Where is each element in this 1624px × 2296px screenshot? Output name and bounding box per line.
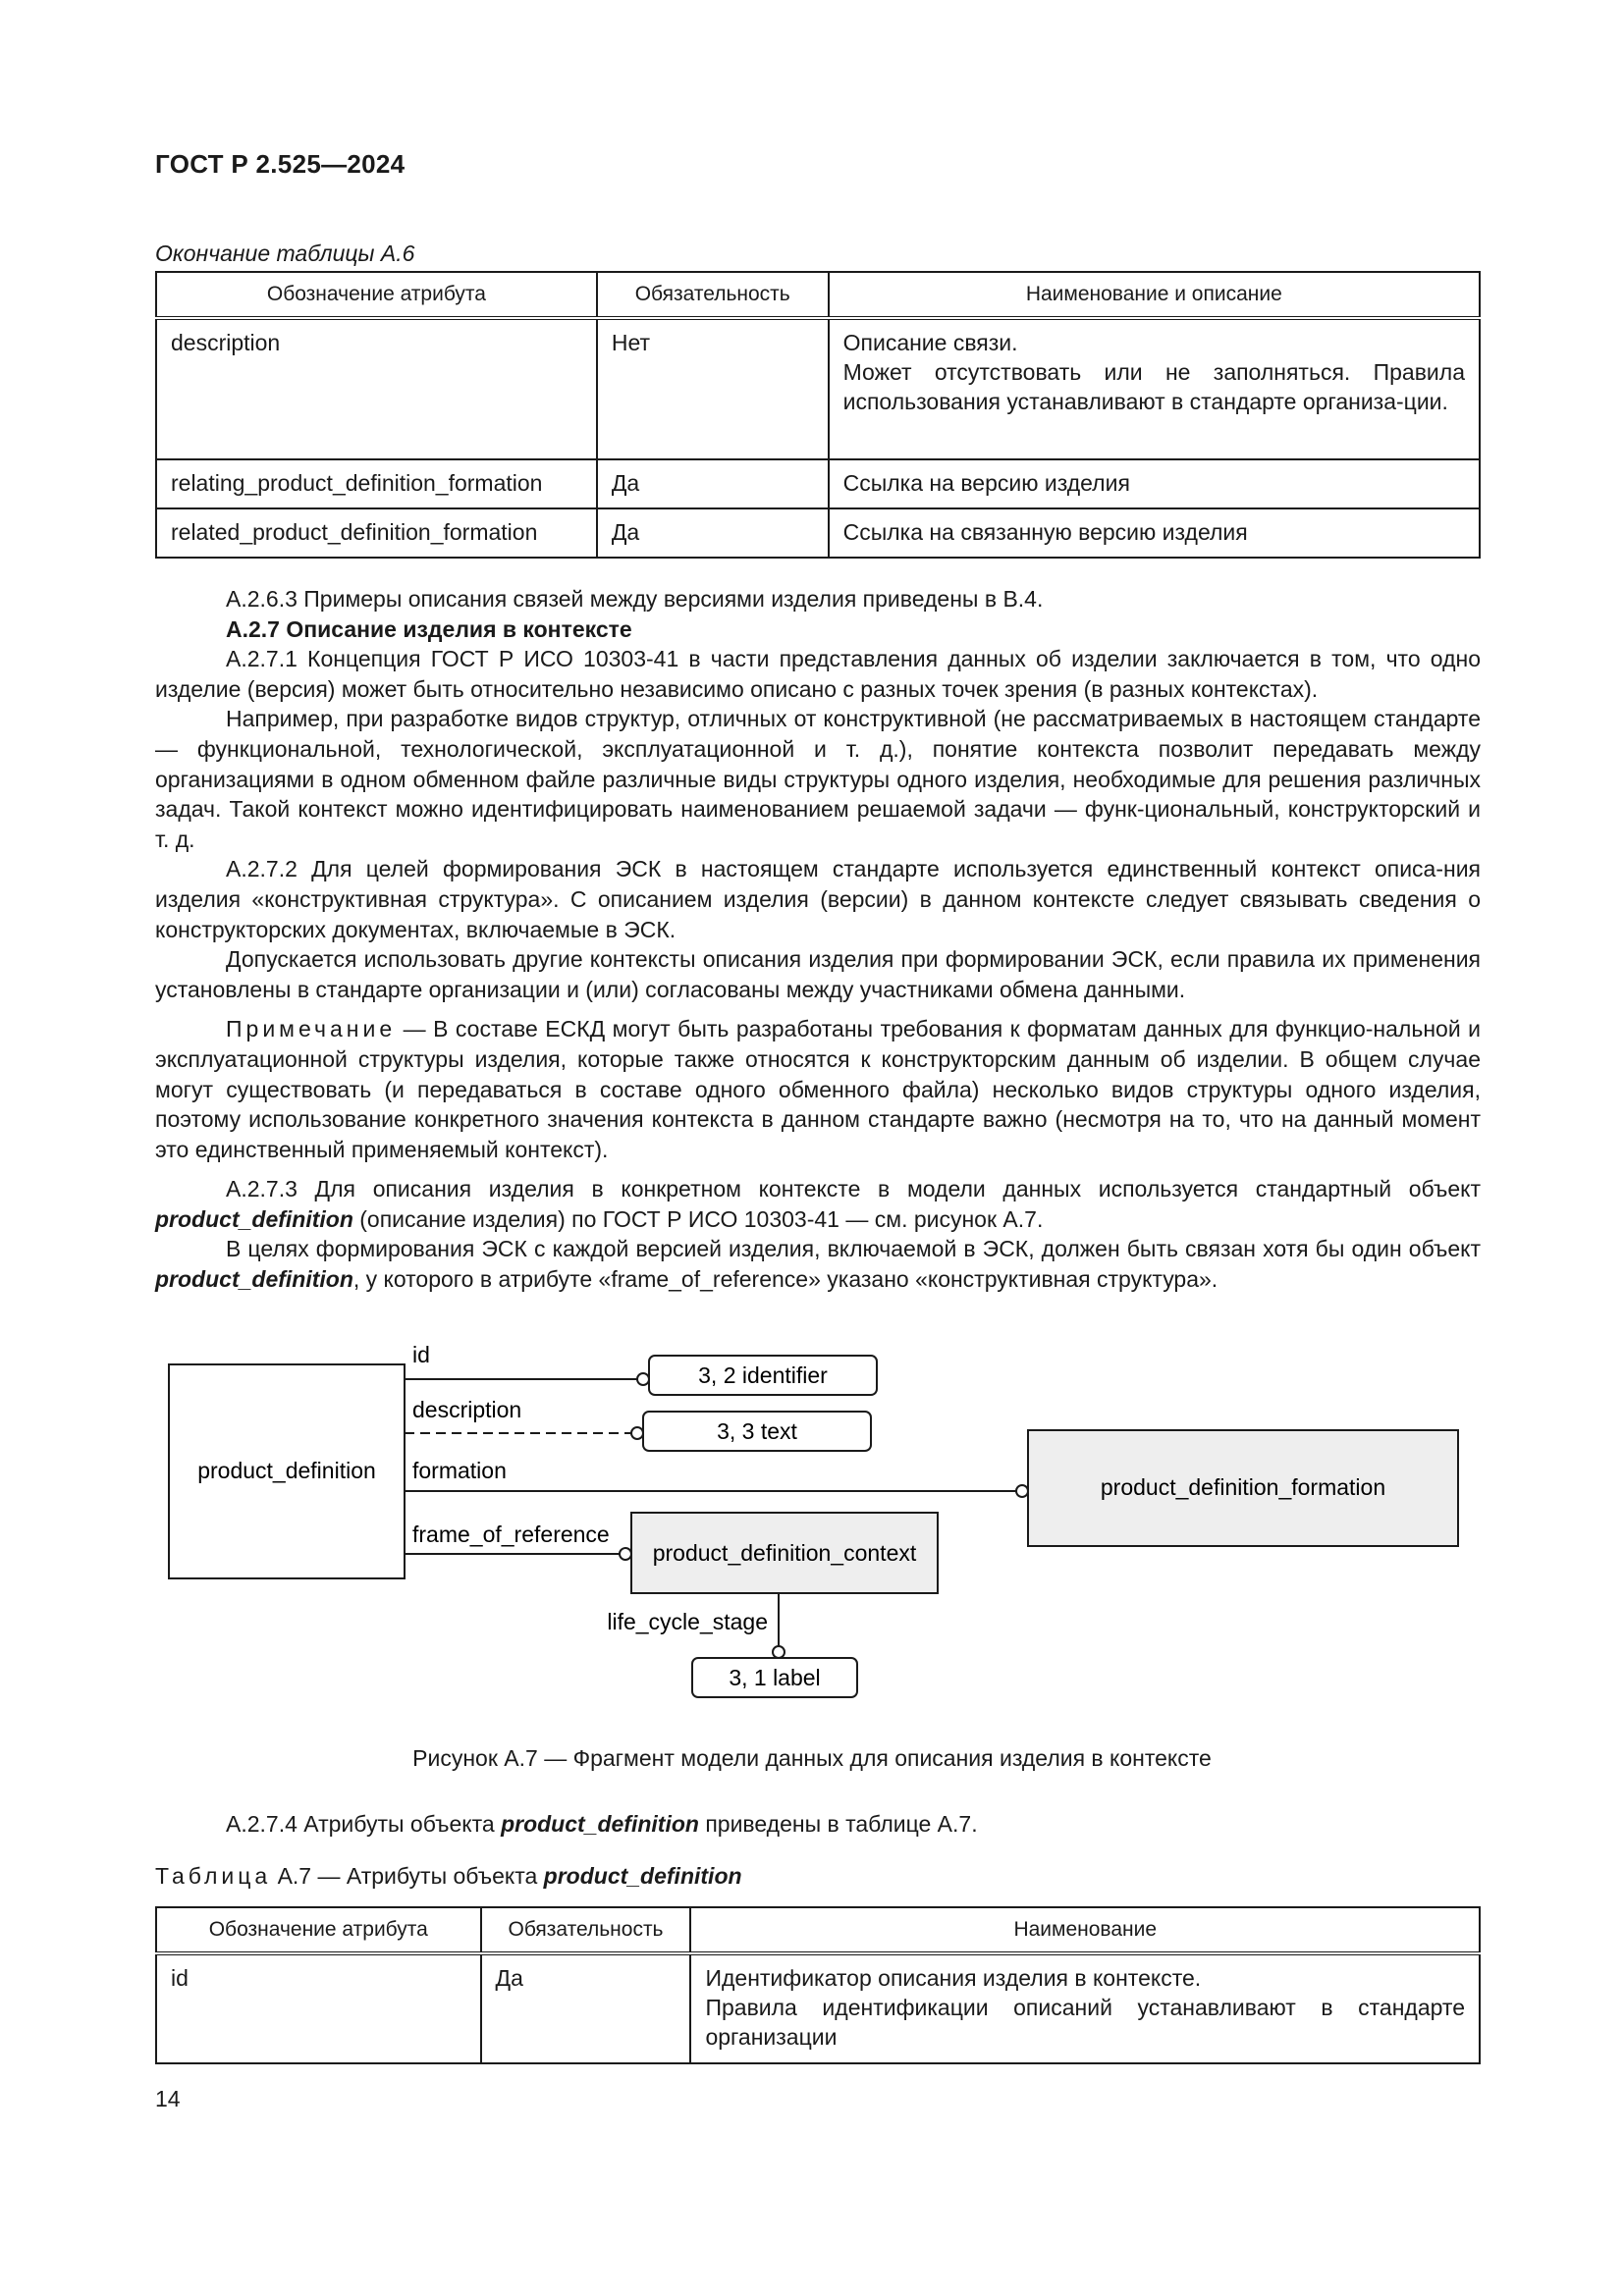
column-header: Обозначение атрибута [156, 272, 597, 318]
page-number: 14 [155, 2086, 181, 2111]
figure-a7-diagram [147, 1335, 1492, 1718]
table-row [156, 318, 1480, 459]
attr-label-description: description [412, 1397, 522, 1422]
text-run: В целях формирования ЭСК с каждой версией изделия, включаемой в ЭСК, должен быть связан хотя бы один объект [226, 1236, 1481, 1262]
relation-end-circle [637, 1373, 649, 1385]
type-label: 3, 1 label [729, 1665, 821, 1690]
note-text: — В составе ЕСКД могут быть разработаны требования к форматам данных для функцио-нальной и эксплуатационной структуры изделия, которые также относятся к конструкторским данным об изделии. В общем случае могут существовать (и передаваться в составе одного обменного файла) несколько видов структуры одного изделия, поэтому использование конкретного значения контекста в данном стандарте важно (несмотря на то, что на данный момент это единственный применяемый контекст). [155, 1016, 1481, 1162]
column-header: Наименование [690, 1907, 1480, 1953]
column-header: Наименование и описание [829, 272, 1480, 318]
table-row [156, 1953, 1480, 2063]
table-a7-title [155, 1863, 742, 1890]
relation-end-circle [773, 1646, 785, 1658]
section-heading: А.2.7 Описание изделия в контексте [226, 615, 632, 642]
attr-label-life-cycle-stage: life_cycle_stage [607, 1609, 768, 1634]
paragraph: А.2.7.2 Для целей формирования ЭСК в настоящем стандарте используется единственный контекст описа-ния изделия «конструктивная структура». С описанием изделия (версии) в данном контексте следует связывать сведения о конструкторских документах, включаемые в ЭСК. [155, 856, 1481, 942]
cell-attribute: related_product_definition_formation [156, 508, 597, 558]
paragraph [155, 1809, 1481, 1840]
note [155, 1014, 1481, 1164]
paragraph: А.2.6.3 Примеры описания связей между версиями изделия приведены в В.4. [226, 586, 1044, 612]
cell-required: Да [481, 1953, 691, 2063]
table-row [156, 508, 1480, 558]
description-line: Может отсутствовать или не заполняться. Правила использования устанавливают в стандарте организа-ции. [842, 359, 1465, 414]
relation-end-circle [631, 1427, 643, 1439]
body-text-2 [155, 1809, 1481, 1840]
cell-required: Нет [597, 318, 829, 459]
table-a6 [155, 271, 1481, 559]
table-row [156, 459, 1480, 508]
attr-label-formation: formation [412, 1458, 507, 1483]
column-header: Обязательность [597, 272, 829, 318]
attr-label-id: id [412, 1342, 430, 1367]
entity-label: product_definition [197, 1458, 376, 1483]
column-header: Обязательность [481, 1907, 691, 1953]
note-label: Примечание [226, 1016, 397, 1042]
entity-label: product_definition_formation [1100, 1474, 1386, 1500]
standard-header: ГОСТ Р 2.525—2024 [155, 149, 406, 179]
description-line: Правила идентификации описаний устанавливают в стандарте организации [705, 1995, 1465, 2050]
cell-description [690, 1953, 1480, 2063]
cell-description: Ссылка на версию изделия [829, 459, 1480, 508]
cell-required: Да [597, 508, 829, 558]
paragraph: А.2.7.1 Концепция ГОСТ Р ИСО 10303-41 в части представления данных об изделии заключается в том, что одно изделие (версия) может быть относительно независимо описано с разных точек зрения (в разных контекстах). [155, 646, 1481, 702]
object-name: product_definition [155, 1205, 353, 1232]
relation-end-circle [620, 1548, 631, 1560]
table-header-row [156, 1907, 1480, 1953]
text-run: приведены в таблице А.7. [698, 1811, 978, 1837]
description-line: Идентификатор описания изделия в контексте. [705, 1965, 1202, 1991]
paragraph [155, 1234, 1481, 1294]
paragraph: Например, при разработке видов структур, отличных от конструктивной (не рассматриваемых в настоящем стандарте — функциональной, технологической, эксплуатационной и т. д.), понятие контекста позволит передавать между организациями в одном обменном файле различные виды структуры одного изделия, необходимые для решения различных задач. Такой контекст можно идентифицировать наименованием решаемой задачи — функ-циональный, конструкторский и т. д. [155, 706, 1481, 852]
column-header: Обозначение атрибута [156, 1907, 481, 1953]
relation-end-circle [1016, 1485, 1028, 1497]
entity-label: product_definition_context [652, 1540, 917, 1566]
text-run: А.2.7.3 Для описания изделия в конкретном контексте в модели данных используется стандартный объект [226, 1176, 1481, 1202]
cell-description: Ссылка на связанную версию изделия [829, 508, 1480, 558]
attr-label-frame-of-reference: frame_of_reference [412, 1522, 610, 1547]
paragraph: Допускается использовать другие контексты описания изделия при формировании ЭСК, если правила их применения установлены в стандарте организации и (или) согласованы между участниками обмена данными. [155, 946, 1481, 1002]
object-name: product_definition [543, 1863, 742, 1889]
cell-attribute: relating_product_definition_formation [156, 459, 597, 508]
table-a6-caption: Окончание таблицы А.6 [155, 240, 415, 266]
paragraph [155, 1174, 1481, 1234]
body-text [155, 584, 1481, 1295]
object-name: product_definition [155, 1266, 353, 1293]
table-header-row [156, 272, 1480, 318]
table-a7 [155, 1906, 1481, 2064]
cell-description [829, 318, 1480, 459]
cell-required: Да [597, 459, 829, 508]
figure-caption: Рисунок А.7 — Фрагмент модели данных для описания изделия в контексте [412, 1745, 1212, 1771]
cell-attribute: id [156, 1953, 481, 2063]
table-title-text: А.7 — Атрибуты объекта [271, 1863, 544, 1889]
cell-attribute: description [156, 318, 597, 459]
description-line: Описание связи. [842, 330, 1018, 355]
table-word: Таблица [155, 1863, 272, 1889]
object-name: product_definition [501, 1811, 699, 1837]
text-run: , у которого в атрибуте «frame_of_reference» указано «конструктивная структура». [352, 1266, 1218, 1293]
text-run: А.2.7.4 Атрибуты объекта [226, 1811, 502, 1837]
type-label: 3, 2 identifier [698, 1362, 828, 1388]
type-label: 3, 3 text [717, 1418, 797, 1444]
text-run: (описание изделия) по ГОСТ Р ИСО 10303-41 — см. рисунок А.7. [352, 1205, 1044, 1232]
